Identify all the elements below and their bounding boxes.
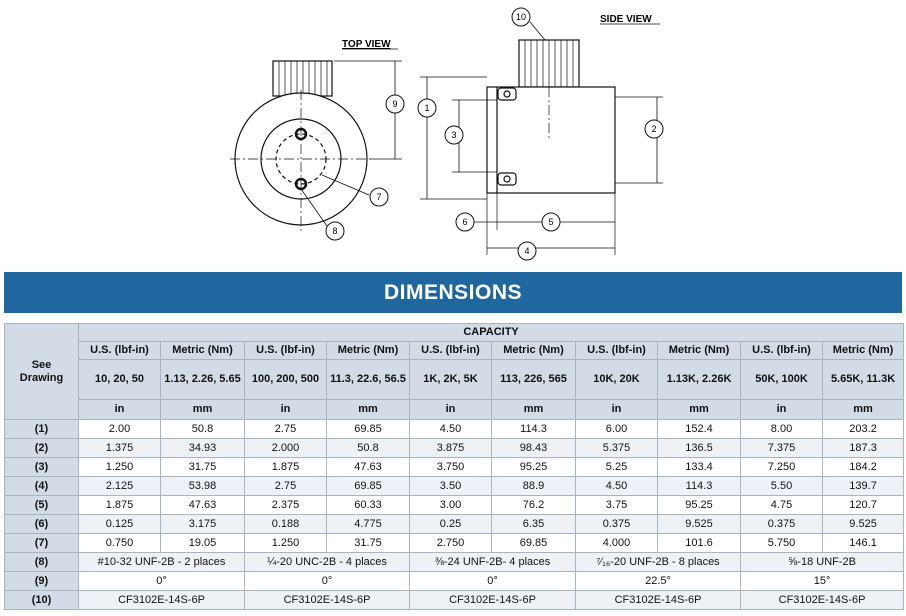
table-cell: 146.1: [823, 534, 904, 553]
table-cell: 4.000: [576, 534, 658, 553]
unit-header: Metric (Nm): [161, 342, 245, 360]
table-cell: 5.375: [576, 439, 658, 458]
row-label: (2): [5, 439, 79, 458]
table-cell: 53.98: [161, 477, 245, 496]
table-row: [5, 420, 904, 439]
table-cell: 3.50: [410, 477, 492, 496]
table-cell: 50.8: [327, 439, 410, 458]
table-cell: 0.375: [741, 515, 823, 534]
table-cell: 19.05: [161, 534, 245, 553]
callout-9: [386, 95, 404, 113]
table-cell-merged: ¼-20 UNC-2B - 4 places: [245, 553, 410, 572]
table-row: [5, 496, 904, 515]
row-label: (8): [5, 553, 79, 572]
row-label: (4): [5, 477, 79, 496]
unit-header: Metric (Nm): [492, 342, 576, 360]
table-cell-merged: 22.5°: [576, 572, 741, 591]
svg-text:2: 2: [651, 124, 657, 134]
capacity-value: 1.13K, 2.26K: [658, 360, 741, 400]
table-cell: 1.875: [245, 458, 327, 477]
unit-header: U.S. (lbf-in): [741, 342, 823, 360]
dimensions-table: [4, 323, 904, 610]
capacity-value: 50K, 100K: [741, 360, 823, 400]
table-cell: 133.4: [658, 458, 741, 477]
table-cell-merged: 15°: [741, 572, 904, 591]
row-label: (7): [5, 534, 79, 553]
svg-text:6: 6: [462, 217, 468, 227]
table-cell: 60.33: [327, 496, 410, 515]
unit-header: U.S. (lbf-in): [576, 342, 658, 360]
table-cell: 69.85: [327, 420, 410, 439]
table-cell: 31.75: [161, 458, 245, 477]
table-cell: 34.93: [161, 439, 245, 458]
capacity-value: 100, 200, 500: [245, 360, 327, 400]
capacity-value: 5.65K, 11.3K: [823, 360, 904, 400]
capacity-value: 10, 20, 50: [79, 360, 161, 400]
table-cell: 0.25: [410, 515, 492, 534]
table-cell: 203.2: [823, 420, 904, 439]
table-cell: 2.75: [245, 477, 327, 496]
table-cell: 7.375: [741, 439, 823, 458]
callout-5: [542, 213, 560, 231]
svg-text:9: 9: [392, 99, 398, 109]
table-cell: 2.000: [245, 439, 327, 458]
table-cell: 7.250: [741, 458, 823, 477]
row-label: (9): [5, 572, 79, 591]
table-cell: 5.25: [576, 458, 658, 477]
capacity-value: 1K, 2K, 5K: [410, 360, 492, 400]
table-row: [5, 534, 904, 553]
table-cell: 2.375: [245, 496, 327, 515]
row-label: (1): [5, 420, 79, 439]
table-cell: 0.188: [245, 515, 327, 534]
see-drawing-header: See Drawing: [5, 324, 79, 420]
unit-label: in: [741, 400, 823, 420]
table-cell-merged: ⅝-18 UNF-2B: [741, 553, 904, 572]
table-cell: 3.750: [410, 458, 492, 477]
svg-text:1: 1: [424, 103, 430, 113]
unit-label: mm: [823, 400, 904, 420]
units-row: [5, 400, 904, 420]
table-cell-merged: CF3102E-14S-6P: [245, 591, 410, 610]
table-cell: 0.375: [576, 515, 658, 534]
table-cell-merged: CF3102E-14S-6P: [741, 591, 904, 610]
table-cell-merged: ⁷⁄₁₆-20 UNF-2B - 8 places: [576, 553, 741, 572]
table-cell: 47.63: [327, 458, 410, 477]
table-cell: 187.3: [823, 439, 904, 458]
callout-4: [518, 242, 536, 260]
dimensions-banner: [4, 272, 902, 313]
table-cell-merged: CF3102E-14S-6P: [576, 591, 741, 610]
table-cell: 95.25: [658, 496, 741, 515]
unit-label: mm: [658, 400, 741, 420]
unit-header: U.S. (lbf-in): [79, 342, 161, 360]
callout-6: [456, 213, 474, 231]
table-cell: 8.00: [741, 420, 823, 439]
table-cell: 152.4: [658, 420, 741, 439]
table-cell: 3.00: [410, 496, 492, 515]
callout-2: [645, 120, 663, 138]
table-cell: 0.750: [79, 534, 161, 553]
table-row: [5, 458, 904, 477]
table-row: [5, 553, 904, 572]
table-cell: 0.125: [79, 515, 161, 534]
table-cell: 3.75: [576, 496, 658, 515]
table-cell: 1.250: [79, 458, 161, 477]
table-cell: 1.875: [79, 496, 161, 515]
table-cell-merged: CF3102E-14S-6P: [410, 591, 576, 610]
table-cell: 98.43: [492, 439, 576, 458]
table-cell: 4.75: [741, 496, 823, 515]
banner-title: DIMENSIONS: [383, 280, 522, 304]
table-cell: 47.63: [161, 496, 245, 515]
table-cell: 95.25: [492, 458, 576, 477]
top-view-label: TOP VIEW: [342, 39, 391, 50]
table-cell-merged: 0°: [410, 572, 576, 591]
callout-3: [445, 126, 463, 144]
unit-label: mm: [161, 400, 245, 420]
unit-header-row: [5, 342, 904, 360]
table-cell: 136.5: [658, 439, 741, 458]
row-label: (6): [5, 515, 79, 534]
svg-text:10: 10: [515, 12, 527, 22]
callout-7: [370, 188, 388, 206]
table-cell: 1.375: [79, 439, 161, 458]
table-cell: 114.3: [492, 420, 576, 439]
table-cell: 2.750: [410, 534, 492, 553]
top-view: [230, 61, 402, 232]
table-cell: 6.35: [492, 515, 576, 534]
table-cell: 50.8: [161, 420, 245, 439]
table-cell: 2.00: [79, 420, 161, 439]
unit-header: Metric (Nm): [327, 342, 410, 360]
table-cell: 9.525: [658, 515, 741, 534]
table-cell-merged: 0°: [79, 572, 245, 591]
unit-header: Metric (Nm): [823, 342, 904, 360]
table-cell: 76.2: [492, 496, 576, 515]
table-cell: 1.250: [245, 534, 327, 553]
row-label: (5): [5, 496, 79, 515]
table-cell-merged: 0°: [245, 572, 410, 591]
table-cell: 9.525: [823, 515, 904, 534]
table-cell-merged: ⅜-24 UNF-2B- 4 places: [410, 553, 576, 572]
unit-label: mm: [492, 400, 576, 420]
capacity-value: 10K, 20K: [576, 360, 658, 400]
unit-header: U.S. (lbf-in): [410, 342, 492, 360]
table-cell: 120.7: [823, 496, 904, 515]
table-body: [5, 420, 904, 610]
table-cell: 4.50: [410, 420, 492, 439]
unit-header: U.S. (lbf-in): [245, 342, 327, 360]
table-cell-merged: CF3102E-14S-6P: [79, 591, 245, 610]
svg-text:4: 4: [524, 246, 530, 256]
table-cell: 2.75: [245, 420, 327, 439]
table-row: [5, 515, 904, 534]
capacity-value: 1.13, 2.26, 5.65: [161, 360, 245, 400]
row-label: (3): [5, 458, 79, 477]
callout-8: [326, 222, 344, 240]
table-row: [5, 572, 904, 591]
unit-label: in: [576, 400, 658, 420]
table-row: [5, 439, 904, 458]
unit-label: mm: [327, 400, 410, 420]
table-cell: 3.175: [161, 515, 245, 534]
unit-header: Metric (Nm): [658, 342, 741, 360]
unit-label: in: [79, 400, 161, 420]
unit-label: in: [245, 400, 327, 420]
table-cell-merged: #10-32 UNF-2B - 2 places: [79, 553, 245, 572]
capacity-value: 11.3, 22.6, 56.5: [327, 360, 410, 400]
table-cell: 69.85: [492, 534, 576, 553]
svg-text:5: 5: [548, 217, 554, 227]
technical-drawing: [0, 0, 906, 268]
callout-10: [512, 8, 530, 26]
table-cell: 5.750: [741, 534, 823, 553]
capacity-values-row: [5, 360, 904, 400]
table-cell: 3.875: [410, 439, 492, 458]
table-row: [5, 477, 904, 496]
table-cell: 139.7: [823, 477, 904, 496]
capacity-value: 113, 226, 565: [492, 360, 576, 400]
table-cell: 88.9: [492, 477, 576, 496]
unit-label: in: [410, 400, 492, 420]
table-cell: 114.3: [658, 477, 741, 496]
table-cell: 69.85: [327, 477, 410, 496]
table-cell: 101.6: [658, 534, 741, 553]
table-cell: 6.00: [576, 420, 658, 439]
table-cell: 4.775: [327, 515, 410, 534]
table-cell: 2.125: [79, 477, 161, 496]
table-cell: 4.50: [576, 477, 658, 496]
row-label: (10): [5, 591, 79, 610]
svg-text:7: 7: [376, 192, 382, 202]
svg-text:8: 8: [332, 226, 338, 236]
table-row: [5, 591, 904, 610]
table-cell: 5.50: [741, 477, 823, 496]
table-cell: 184.2: [823, 458, 904, 477]
callout-1: [418, 99, 436, 117]
side-view-label: SIDE VIEW: [600, 14, 652, 25]
svg-text:3: 3: [451, 130, 457, 140]
table-cell: 31.75: [327, 534, 410, 553]
capacity-header: CAPACITY: [79, 324, 904, 342]
